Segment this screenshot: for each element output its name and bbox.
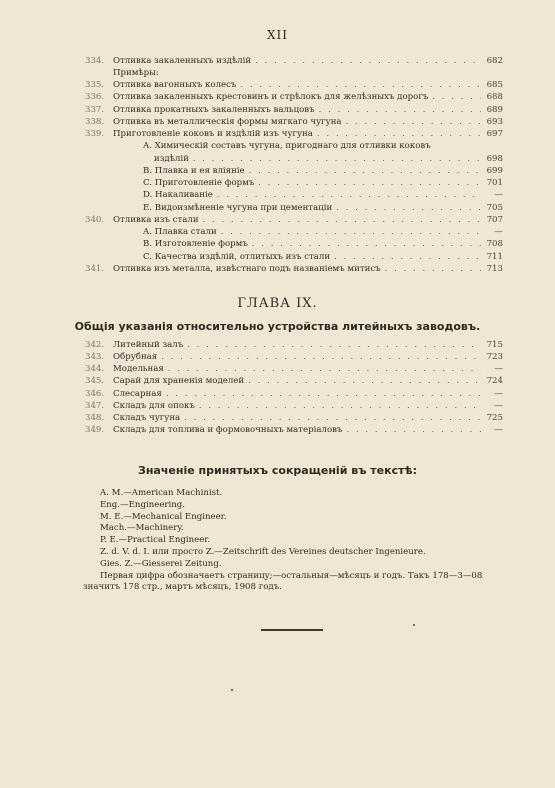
entry-title: Складъ чугуна [113,413,181,423]
entry-page: 698 [486,153,503,164]
entry-title: B. Плавка и ея вліяніе [143,165,245,176]
closing-rule [261,629,323,631]
contents-entry [85,362,503,374]
dot-leader [248,377,481,386]
contents-entry [85,151,503,163]
entry-number: 349. [85,425,105,435]
dot-leader [221,228,481,237]
entry-title: A. Химическій составъ чугуна, пригоднаго для отливки коковъ [143,141,431,151]
dot-leader [334,253,481,262]
contents-entry [85,249,503,261]
entry-page: 699 [486,165,503,176]
dot-leader [319,106,481,115]
entry-page: 723 [486,351,503,362]
entry-title: Отливка изъ стали [113,214,199,225]
dot-leader [432,93,481,102]
entry-title: Отливка закаленныхъ издѣлій [113,55,252,66]
entry-number: 342. [85,339,105,350]
entry-title: Приготовленіе коковъ и издѣлій изъ чугуна [113,129,313,139]
dot-leader [240,81,481,90]
entry-page: — [494,190,503,200]
entry-page: 682 [486,55,503,66]
contents-entry [85,374,503,386]
contents-entry [85,261,503,273]
entry-page: 715 [486,339,503,350]
contents-entry [85,349,503,361]
entry-title: Обрубная [113,351,158,362]
contents-entry [85,188,503,200]
dot-leader [217,191,481,200]
entry-page: 697 [486,129,503,139]
abbreviation-line: A. M.—American Machinist. [100,488,223,498]
entry-page: — [494,400,503,411]
entry-number: 336. [85,92,105,102]
dot-leader [166,390,481,399]
entry-page: 724 [486,376,503,386]
entry-title: C. Качества издѣлій, отлитыхъ изъ стали [143,251,331,262]
contents-entry [85,337,503,349]
entry-number: 346. [85,388,105,399]
entry-title: Отливка вагонныхъ колесъ [113,80,237,90]
abbreviation-line: Mach.—Machinery. [100,523,184,534]
chapter-subtitle: Общія указанія относительно устройства литейныхъ заводовъ. [74,320,481,333]
entry-title: Отливка прокатныхъ закаленныхъ вальцовъ [113,104,315,115]
dot-leader [317,130,481,139]
entry-title: Литейный залъ [113,339,184,350]
contents-entry [85,212,503,224]
entry-title: B. Изготовленіе формъ [143,239,248,249]
abbreviation-line: Gies. Z.—Giesserei Zeitung. [100,558,222,569]
entry-number: 339. [85,129,105,139]
entry-title: Слесарная [113,388,162,399]
contents-entry [85,200,503,212]
contents-entry [85,176,503,188]
dot-leader [346,118,481,127]
entry-title: C. Приготовленіе формъ [143,178,255,188]
contents-list-top [85,53,503,274]
entry-title: Сарай для храненія моделей [113,376,245,386]
entry-page: 693 [486,116,503,127]
dot-leader [168,365,481,374]
entry-title: A. Плавка стали [143,227,217,237]
dot-leader [255,57,481,66]
entry-page: 688 [486,92,503,102]
dot-leader [346,426,481,435]
entry-title: Модельная [113,364,164,374]
contents-entry [85,411,503,423]
contents-entry [85,53,503,65]
entry-page: — [494,227,503,237]
dot-leader [199,402,481,411]
entry-page: 707 [486,214,503,225]
abbreviations-list [83,488,500,594]
page-number: XII [266,28,289,42]
entry-title: Складъ для топлива и формовочныхъ матеріаловъ [113,425,343,435]
entry-number: 347. [85,400,105,411]
contents-entry [85,139,503,151]
contents-entry [85,163,503,175]
contents-entry [85,423,503,435]
entry-number: 340. [85,214,105,225]
dot-leader [193,155,481,164]
entry-title: E. Видоизмѣненіе чугуна при цементаціи [143,202,333,213]
entry-number: 335. [85,80,105,90]
contents-entry [85,65,503,77]
abbreviation-line: Первая цифра обозначаетъ страницу;—остальныя—мѣсяцъ и годъ. Такъ 178—3—08 [100,570,483,581]
chapter-heading: ГЛАВА IX. [237,296,318,311]
entry-page: 705 [486,202,503,213]
entry-number: 341. [85,263,105,274]
paper-speck [413,624,415,626]
entry-title: Отливка закаленныхъ крестовинъ и стрѣлокъ для желѣзныхъ дорогъ [113,92,429,102]
abbreviation-line: Eng.—Engineering. [100,499,186,510]
paper-speck [231,689,233,691]
abbreviation-line: P. E.—Practical Engineer. [100,535,211,546]
entry-page: — [494,425,503,435]
entry-title: D. Накаливаніе [143,190,213,200]
entry-title: Отливка въ металлическія формы мягкаго чугуна [113,116,342,127]
entry-number: 348. [85,413,105,423]
abbreviation-line: Z. d. V. d. I. или просто Z.—Zeitschrift des Vereines deutscher Ingenieure. [100,546,426,557]
dot-leader [161,353,481,362]
contents-entry [85,78,503,90]
abbreviation-line: значитъ 178 стр., мартъ мѣсяцъ, 1908 годъ. [83,582,282,593]
dot-leader [336,204,481,213]
dot-leader [252,240,481,249]
entry-page: 689 [486,104,503,115]
entry-page: 711 [486,251,503,262]
entry-number: 343. [85,351,105,362]
contents-entry [85,398,503,410]
contents-entry [85,127,503,139]
entry-page: — [494,364,503,374]
contents-entry [85,90,503,102]
dot-leader [249,167,481,176]
abbreviation-line: M. E.—Mechanical Engineer. [100,511,227,522]
contents-entry [85,114,503,126]
entry-number: 337. [85,104,105,115]
entry-page: 713 [486,263,503,274]
dot-leader [187,341,481,350]
entry-title: Примѣры: [113,67,159,78]
contents-entry [85,386,503,398]
entry-page: 708 [486,239,503,249]
contents-entry [85,225,503,237]
contents-entry [85,237,503,249]
abbreviations-heading: Значеніе принятыхъ сокращеній въ текстѣ: [138,464,417,477]
entry-number: 344. [85,364,105,374]
entry-page: 725 [486,413,503,423]
dot-leader [184,414,481,423]
dot-leader [385,265,481,274]
entry-title: Складъ для опокъ [113,400,195,411]
entry-page: 685 [486,80,503,90]
entry-title: Отливка изъ металла, извѣстнаго подъ названіемъ митисъ [113,263,381,274]
entry-page: — [494,388,503,399]
dot-leader [203,216,481,225]
entry-number: 338. [85,116,105,127]
contents-list-bottom [85,337,503,435]
dot-leader [258,179,481,188]
contents-entry [85,102,503,114]
entry-number: 345. [85,376,105,386]
entry-page: 701 [486,178,503,188]
entry-title: издѣлій [154,153,189,164]
entry-number: 334. [85,55,105,66]
